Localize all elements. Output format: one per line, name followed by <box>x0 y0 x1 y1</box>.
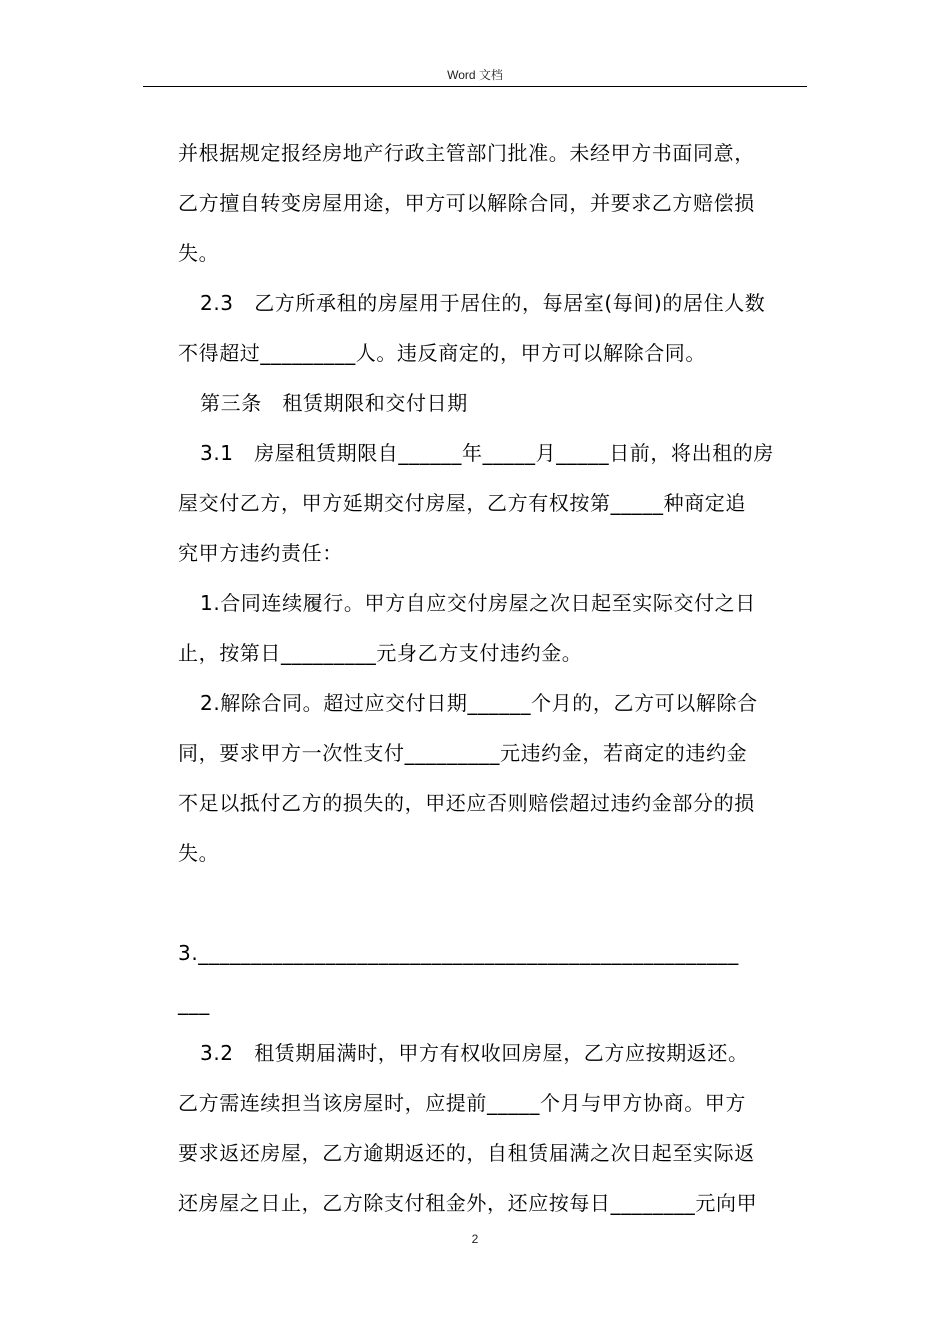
paragraph-line: 还房屋之日止，乙方除支付租金外，还应按每日________元向甲 <box>178 1191 758 1215</box>
paragraph-line: 乙方需连续担当该房屋时，应提前_____个月与甲方协商。甲方 <box>178 1091 746 1115</box>
paragraph-line: ___ <box>178 991 210 1015</box>
clause-2-3: 2.3 乙方所承租的房屋用于居住的，每居室(每间)的居住人数 <box>200 291 766 315</box>
option-3-blank: 3.___________________________________________________ <box>178 941 739 965</box>
article-3-heading: 第三条 租赁期限和交付日期 <box>200 391 468 415</box>
document-body <box>178 128 808 1228</box>
page-header: Word 文档 <box>447 68 503 82</box>
paragraph-line: 屋交付乙方，甲方延期交付房屋，乙方有权按第_____种商定追 <box>178 491 746 515</box>
paragraph-line: 不足以抵付乙方的损失的，甲还应否则赔偿超过违约金部分的损 <box>178 791 755 815</box>
paragraph-line: 失。 <box>178 841 220 865</box>
paragraph-line: 要求返还房屋，乙方逾期返还的，自租赁届满之次日起至实际返 <box>178 1141 755 1165</box>
paragraph-line: 止，按第日_________元身乙方支付违约金。 <box>178 641 583 665</box>
paragraph-line: 乙方擅自转变房屋用途，甲方可以解除合同，并要求乙方赔偿损 <box>178 191 755 215</box>
paragraph-line: 不得超过_________人。违反商定的，甲方可以解除合同。 <box>178 341 706 365</box>
clause-3-2: 3.2 租赁期届满时，甲方有权收回房屋，乙方应按期返还。 <box>200 1041 749 1065</box>
option-2: 2.解除合同。超过应交付日期______个月的，乙方可以解除合 <box>200 691 758 715</box>
blank-spacer <box>178 878 808 928</box>
paragraph-line: 并根据规定报经房地产行政主管部门批准。未经甲方书面同意， <box>178 141 755 165</box>
option-1: 1.合同连续履行。甲方自应交付房屋之次日起至实际交付之日 <box>200 591 756 615</box>
paragraph-line: 究甲方违约责任： <box>178 541 343 565</box>
header-divider <box>143 86 807 87</box>
paragraph-line: 失。 <box>178 241 220 265</box>
clause-3-1: 3.1 房屋租赁期限自______年_____月_____日前，将出租的房 <box>200 441 775 465</box>
page-number: 2 <box>471 1232 479 1246</box>
paragraph-line: 同，要求甲方一次性支付_________元违约金，若商定的违约金 <box>178 741 748 765</box>
